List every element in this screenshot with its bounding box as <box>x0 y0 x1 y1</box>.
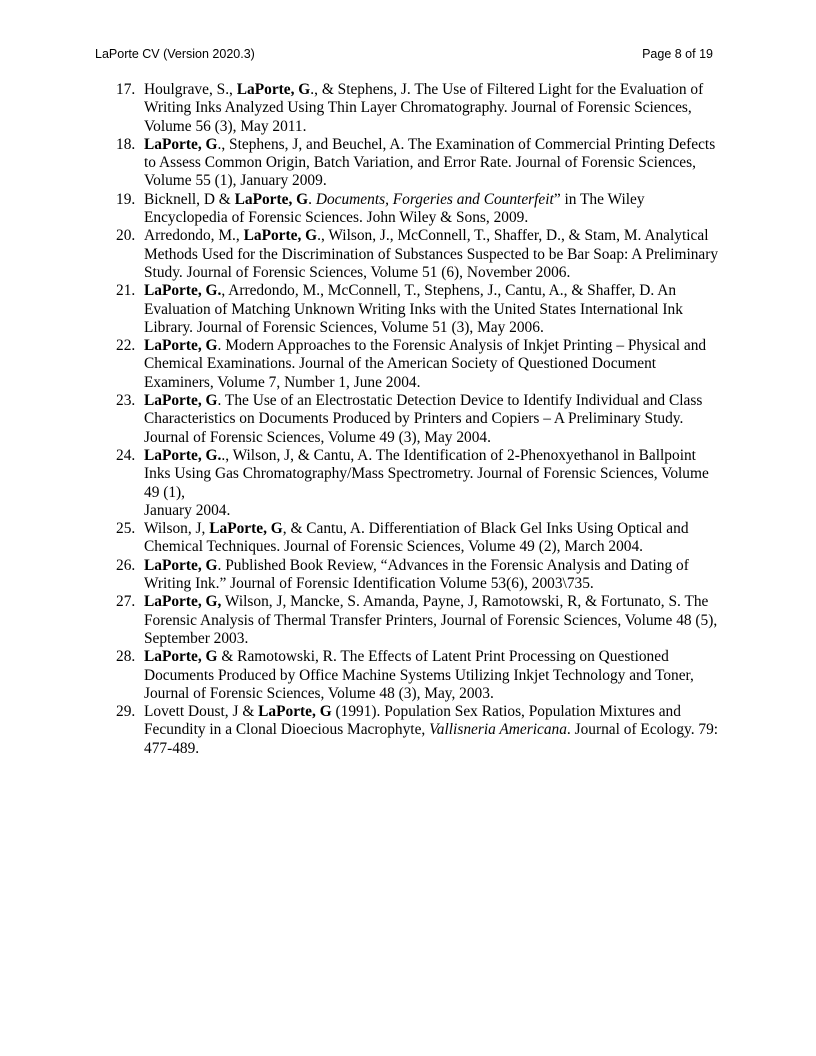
reference-item <box>116 337 724 392</box>
author-name-bold: LaPorte, G <box>236 81 311 98</box>
reference-segment: Bicknell, D & <box>144 190 235 208</box>
author-name-bold: LaPorte, G. <box>144 446 222 464</box>
reference-item <box>116 703 724 758</box>
reference-number: 17. <box>116 81 136 98</box>
reference-segment: January 2004. <box>144 501 231 519</box>
reference-item <box>116 282 724 337</box>
reference-segment: . <box>308 190 316 208</box>
reference-item <box>116 81 724 136</box>
reference-number: 18. <box>116 135 136 153</box>
reference-text <box>144 337 706 391</box>
reference-segment: . The Use of an Electrostatic Detection Device to Identify Individual and Class Characteristics on Documents Produced by Printers and Copiers – A Preliminary Study. Journal of Forensic Sciences, Volume 49 (3), May 2004. <box>144 392 703 446</box>
reference-number: 23. <box>116 392 136 410</box>
author-name-bold: LaPorte, G <box>144 392 218 410</box>
reference-text <box>144 648 694 702</box>
reference-segment: . Journal of Ecology. 79: 477-489. <box>144 721 719 757</box>
author-name-bold: LaPorte, G <box>144 337 218 355</box>
header-title: LaPorte CV (Version 2020.3) <box>95 47 255 61</box>
reference-segment: Houlgrave, S., <box>144 81 237 98</box>
reference-item <box>116 136 724 191</box>
reference-item <box>116 648 724 703</box>
reference-segment: , & Cantu, A. Differentiation of Black Gel Inks Using Optical and Chemical Techniques. Journal of Forensic Sciences, Volume 49 (2), March 2004. <box>144 520 689 556</box>
reference-item <box>116 191 724 228</box>
reference-text <box>144 593 717 647</box>
reference-text <box>144 557 689 592</box>
reference-text <box>144 703 718 757</box>
reference-item <box>116 557 724 594</box>
reference-text <box>144 282 683 336</box>
reference-text <box>144 136 715 190</box>
reference-text <box>144 191 645 226</box>
reference-segment: ., & Stephens, J. The Use of Filtered Light for the Evaluation of Writing Inks Analyzed Using Thin Layer Chromatography. Journal of Forensic Sciences, Volume 56 (3), May 2011. <box>144 81 704 135</box>
reference-item <box>116 520 724 557</box>
reference-segment: (1991). Population Sex Ratios, Population Mixtures and Fecundity in a Clonal Dioecious Macrophyte, <box>144 703 681 739</box>
reference-text <box>144 392 702 446</box>
author-name-bold: LaPorte, G <box>144 556 218 574</box>
reference-number: 25. <box>116 520 136 538</box>
reference-segment: ., Wilson, J., McConnell, T., Shaffer, D., & Stam, M. Analytical Methods Used for the Discrimination of Substances Suspected to be Bar Soap: A Preliminary Study. Journal of Forensic Sciences, Volume 51 (6), November 2006. <box>144 227 719 281</box>
reference-segment: , Arredondo, M., McConnell, T., Stephens, J., Cantu, A., & Shaffer, D. An Evaluation of Matching Unknown Writing Inks with the United States International Ink Library. Journal of Forensic Sciences, Volume 51 (3), May 2006. <box>144 282 683 336</box>
reference-segment: & Ramotowski, R. The Effects of Latent Print Processing on Questioned Documents Produced by Office Machine Systems Utilizing Inkjet Technology and Toner, Journal of Forensic Sciences, Volume 48 (3), May, 2003. <box>144 648 694 702</box>
reference-segment: Wilson, J, Mancke, S. Amanda, Payne, J, Ramotowski, R, & Fortunato, S. The Forensic Analysis of Thermal Transfer Printers, Journal of Forensic Sciences, Volume 48 (5), September 2003. <box>144 593 718 647</box>
author-name-bold: LaPorte, G, <box>144 593 222 611</box>
reference-segment: Lovett Doust, J & <box>144 703 259 721</box>
reference-number: 24. <box>116 446 136 464</box>
reference-text <box>144 520 689 555</box>
author-name-bold: LaPorte, G <box>258 703 332 721</box>
reference-segment: . Published Book Review, “Advances in the Forensic Analysis and Dating of Writing Ink.” Journal of Forensic Identification Volume 53(6), 2003\735. <box>144 556 689 593</box>
page-number: Page 8 of 19 <box>642 47 713 61</box>
reference-item <box>116 447 724 520</box>
reference-segment: . Modern Approaches to the Forensic Analysis of Inkjet Printing – Physical and Chemical Examinations. Journal of the American Society of Questioned Document Examiners, Volume 7, Number 1, June 2004. <box>144 337 707 391</box>
reference-segment: ” in The Wiley Encyclopedia of Forensic Sciences. John Wiley & Sons, 2009. <box>144 190 645 227</box>
reference-item <box>116 227 724 282</box>
reference-segment: ., Wilson, J, & Cantu, A. The Identification of 2-Phenoxyethanol in Ballpoint Inks Using Gas Chromatography/Mass Spectrometry. Journal of Forensic Sciences, Volume 49 (1), <box>144 446 709 501</box>
reference-number: 19. <box>116 190 136 208</box>
title-italic: Documents, Forgeries and Counterfeit <box>315 190 554 208</box>
reference-number: 26. <box>116 556 136 574</box>
author-name-bold: LaPorte, G. <box>144 282 222 300</box>
author-name-bold: LaPorte, G <box>243 227 318 245</box>
author-name-bold: LaPorte, G <box>144 135 218 153</box>
author-name-bold: LaPorte, G <box>209 520 283 538</box>
reference-segment: ., Stephens, J, and Beuchel, A. The Examination of Commercial Printing Defects to Assess Common Origin, Batch Variation, and Error Rate. Journal of Forensic Sciences, Volume 55 (1), January 2009. <box>144 135 716 190</box>
reference-number: 29. <box>116 703 136 721</box>
page-header <box>95 47 713 63</box>
title-italic: Vallisneria Americana <box>429 721 567 739</box>
reference-segment: Arredondo, M., <box>144 227 244 245</box>
reference-segment: Wilson, J, <box>144 520 210 538</box>
publication-list <box>116 81 724 758</box>
reference-item <box>116 593 724 648</box>
reference-text <box>144 447 709 519</box>
reference-text <box>144 227 718 281</box>
reference-text <box>144 81 703 135</box>
reference-number: 27. <box>116 593 136 611</box>
reference-number: 21. <box>116 282 136 300</box>
author-name-bold: LaPorte, G <box>144 648 218 666</box>
reference-number: 20. <box>116 227 136 245</box>
reference-number: 22. <box>116 337 136 355</box>
author-name-bold: LaPorte, G <box>234 190 309 208</box>
reference-number: 28. <box>116 648 136 666</box>
reference-item <box>116 392 724 447</box>
